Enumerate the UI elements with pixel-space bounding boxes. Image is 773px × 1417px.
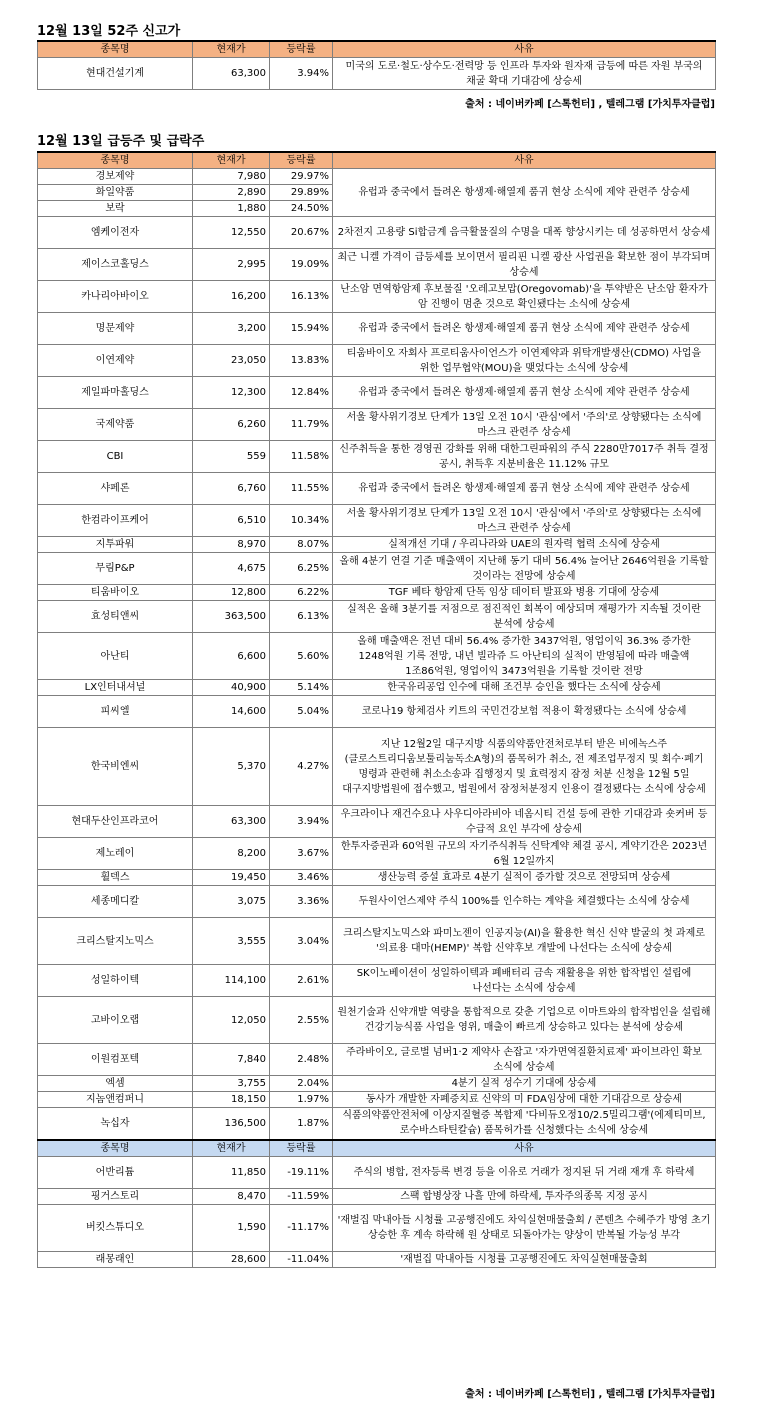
stock-reason: 한투자증권과 60억원 규모의 자기주식취득 신탁계약 체결 공시, 계약기간은 2023년 6월 12일까지 (333, 838, 716, 870)
stock-price: 12,300 (193, 377, 270, 409)
stock-name: 현대두산인프라코어 (38, 806, 193, 838)
stock-name: 성일하이텍 (38, 965, 193, 997)
stock-reason: 주라바이오, 글로벌 넘버1·2 제약사 손잡고 '자가면역질환치료제' 파이브라인 확보 소식에 상승세 (333, 1044, 716, 1076)
stock-change: 3.36% (270, 886, 333, 918)
stock-price: 40,900 (193, 680, 270, 696)
table-row (38, 838, 716, 870)
stock-name: 경보제약 (38, 169, 193, 185)
stock-name: 무림P&P (38, 553, 193, 585)
stock-name: 샤페론 (38, 473, 193, 505)
table-row (38, 585, 716, 601)
header-name: 종목명 (38, 152, 193, 169)
table-row (38, 553, 716, 585)
stock-change: 2.48% (270, 1044, 333, 1076)
stock-price: 19,450 (193, 870, 270, 886)
stock-reason: 유럽과 중국에서 들려온 항생제·해열제 품귀 현상 소식에 제약 관련주 상승세 (333, 473, 716, 505)
table-row (38, 313, 716, 345)
stock-change: 3.67% (270, 838, 333, 870)
stock-price: 14,600 (193, 696, 270, 728)
stock-price: 6,600 (193, 633, 270, 680)
table-row (38, 1092, 716, 1108)
stock-reason: 코로나19 항체검사 키트의 국민건강보험 적용이 확정됐다는 소식에 상승세 (333, 696, 716, 728)
stock-price: 6,260 (193, 409, 270, 441)
stock-change: 2.55% (270, 997, 333, 1044)
stock-reason: 신주취득을 통한 경영권 강화를 위해 대한그린파워의 주식 2280만7017주 취득 결정 공시, 취득후 지분비율은 11.12% 규모 (333, 441, 716, 473)
stock-price: 6,760 (193, 473, 270, 505)
stock-change: 13.83% (270, 345, 333, 377)
stock-name: 한컴라이프케어 (38, 505, 193, 537)
table-row (38, 409, 716, 441)
header-price: 현재가 (193, 152, 270, 169)
stock-reason: 최근 니켈 가격이 급등세를 보이면서 필리핀 니켈 광산 사업권을 확보한 점이 부각되며 상승세 (333, 249, 716, 281)
stock-price: 8,200 (193, 838, 270, 870)
stock-change: -11.59% (270, 1188, 333, 1204)
stock-change: 16.13% (270, 281, 333, 313)
stock-reason: 올해 매출액은 전년 대비 56.4% 증가한 3437억원, 영업이익 36.3% 증가한 1248억원 기록 전망, 내년 빌라쥬 드 아난티의 실적이 반영됨에 따라 매출액 1조86억원, 영업이익 3473억원을 기록할 것이란 전망 (333, 633, 716, 680)
stock-price: 11,850 (193, 1156, 270, 1188)
movers-table (37, 151, 716, 1268)
stock-name: 효성티앤씨 (38, 601, 193, 633)
stock-change: 3.94% (270, 58, 333, 90)
stock-change: 10.34% (270, 505, 333, 537)
stock-reason: 두원사이언스제약 주식 100%를 인수하는 계약을 체결했다는 소식에 상승세 (333, 886, 716, 918)
stock-change: 2.04% (270, 1076, 333, 1092)
stock-reason: 지난 12월2일 대구지방 식품의약품안전처로부터 받은 비에녹스주(클로스트리디움보툴리눔독소A형)의 품목허가 취소, 전 제조업무정지 및 회수·폐기 명령과 관련해 취소소송과 집행정지 및 효력정지 잠정 처분 신청을 12월 5일 대구지방법원에 접수했고, 법원에서 잠정처분정지 인용이 결정됐다는 소식에 상승세 (333, 728, 716, 806)
stock-reason: 올해 4분기 연결 기준 매출액이 지난해 동기 대비 56.4% 늘어난 2646억원을 기록할 것이라는 전망에 상승세 (333, 553, 716, 585)
stock-name: 보락 (38, 201, 193, 217)
stock-price: 63,300 (193, 806, 270, 838)
stock-change: 29.89% (270, 185, 333, 201)
table-row (38, 473, 716, 505)
table-row (38, 1108, 716, 1140)
stock-reason: 크리스탈지노믹스와 파미노젠이 인공지능(AI)을 활용한 혁신 신약 발굴의 첫 과제로 '의료용 대마(HEMP)' 복합 신약후보 개발에 나선다는 소식에 상승세 (333, 918, 716, 965)
stock-name: 국제약품 (38, 409, 193, 441)
stock-name: 고바이오랩 (38, 997, 193, 1044)
stock-price: 28,600 (193, 1251, 270, 1267)
table-row (38, 217, 716, 249)
stock-reason: 티움바이오 자회사 프로티움사이언스가 이연제약과 위탁개발생산(CDMO) 사업을 위한 업무협약(MOU)을 맺었다는 소식에 상승세 (333, 345, 716, 377)
stock-reason: 주식의 병합, 전자등록 변경 등을 이유로 거래가 정지된 뒤 거래 재개 후 하락세 (333, 1156, 716, 1188)
stock-reason: 우크라이나 재건수요나 사우디아라비아 네옴시티 건설 등에 관한 기대감과 숏커버 등 수급적 요인 부각에 상승세 (333, 806, 716, 838)
stock-price: 5,370 (193, 728, 270, 806)
table-row (38, 345, 716, 377)
table-row (38, 537, 716, 553)
stock-change: 5.60% (270, 633, 333, 680)
stock-change: 19.09% (270, 249, 333, 281)
stock-change: 5.04% (270, 696, 333, 728)
stock-price: 3,200 (193, 313, 270, 345)
stock-change: 11.55% (270, 473, 333, 505)
stock-name: 버킷스튜디오 (38, 1204, 193, 1251)
stock-name: 이원컴포텍 (38, 1044, 193, 1076)
header-price: 현재가 (193, 41, 270, 58)
stock-reason: 실적개선 기대 / 우리나라와 UAE의 원자력 협력 소식에 상승세 (333, 537, 716, 553)
stock-reason: 유럽과 중국에서 들려온 항생제·해열제 품귀 현상 소식에 제약 관련주 상승세 (333, 313, 716, 345)
stock-name: 엑셈 (38, 1076, 193, 1092)
stock-change: 8.07% (270, 537, 333, 553)
table-row (38, 1044, 716, 1076)
stock-price: 12,550 (193, 217, 270, 249)
table-row (38, 377, 716, 409)
stock-price: 16,200 (193, 281, 270, 313)
down-header-change: 등락률 (270, 1140, 333, 1157)
stock-price: 63,300 (193, 58, 270, 90)
table-row (38, 1076, 716, 1092)
section1-source: 출처 : 네이버카페 [스톡헌터] , 텔레그램 [가치투자클럽] (465, 99, 715, 110)
stock-change: 3.94% (270, 806, 333, 838)
header-reason: 사유 (333, 41, 716, 58)
table-row (38, 1188, 716, 1204)
table-row (38, 870, 716, 886)
stock-reason: 유럽과 중국에서 들려온 항생제·해열제 품귀 현상 소식에 제약 관련주 상승세 (333, 377, 716, 409)
stock-change: 29.97% (270, 169, 333, 185)
table-row (38, 169, 716, 185)
stock-price: 3,075 (193, 886, 270, 918)
stock-price: 3,755 (193, 1076, 270, 1092)
stock-change: 6.13% (270, 601, 333, 633)
stock-name: 래몽래인 (38, 1251, 193, 1267)
stock-price: 6,510 (193, 505, 270, 537)
stock-name: 현대건설기계 (38, 58, 193, 90)
table-row (38, 965, 716, 997)
stock-price: 12,050 (193, 997, 270, 1044)
stock-name: 지투파워 (38, 537, 193, 553)
stock-change: 2.61% (270, 965, 333, 997)
stock-change: 11.58% (270, 441, 333, 473)
stock-change: 4.27% (270, 728, 333, 806)
stock-price: 114,100 (193, 965, 270, 997)
table-row (38, 601, 716, 633)
stock-name: 제노레이 (38, 838, 193, 870)
stock-reason: 2차전지 고용량 Si합금계 음극활물질의 수명을 대폭 향상시키는 데 성공하면서 상승세 (333, 217, 716, 249)
stock-name: 제일파마홀딩스 (38, 377, 193, 409)
section1-title: 12월 13일 52주 신고가 (37, 24, 181, 39)
stock-reason: 한국유리공업 인수에 대해 조건부 승인을 했다는 소식에 상승세 (333, 680, 716, 696)
table-row (38, 633, 716, 680)
stock-name: LX인터내셔널 (38, 680, 193, 696)
stock-price: 2,890 (193, 185, 270, 201)
down-header-price: 현재가 (193, 1140, 270, 1157)
group-reason: 유럽과 중국에서 들려온 항생제·해열제 품귀 현상 소식에 제약 관련주 상승세 (333, 169, 716, 217)
stock-name: 한국비엔씨 (38, 728, 193, 806)
stock-change: 1.97% (270, 1092, 333, 1108)
stock-change: 6.25% (270, 553, 333, 585)
table-row (38, 918, 716, 965)
table-row (38, 997, 716, 1044)
stock-price: 559 (193, 441, 270, 473)
table-row (38, 505, 716, 537)
table-row (38, 728, 716, 806)
stock-price: 4,675 (193, 553, 270, 585)
section2-title: 12월 13일 급등주 및 급락주 (37, 134, 205, 149)
stock-reason: 4분기 실적 성수기 기대에 상승세 (333, 1076, 716, 1092)
table-row (38, 680, 716, 696)
stock-reason: 실적은 올해 3분기를 저점으로 점진적인 회복이 예상되며 재평가가 지속될 것이란 분석에 상승세 (333, 601, 716, 633)
stock-reason: 식품의약품안전처에 이상지질혈증 복합제 '다비듀오정10/2.5밀리그램'(에제티미브, 로수바스타틴칼슘) 품목허가를 신청했다는 소식에 상승세 (333, 1108, 716, 1140)
stock-price: 18,150 (193, 1092, 270, 1108)
stock-change: 6.22% (270, 585, 333, 601)
stock-change: 15.94% (270, 313, 333, 345)
stock-name: 피씨엘 (38, 696, 193, 728)
table-row (38, 886, 716, 918)
stock-reason: 생산능력 증설 효과로 4분기 실적이 증가할 것으로 전망되며 상승세 (333, 870, 716, 886)
stock-change: 3.04% (270, 918, 333, 965)
stock-change: 1.87% (270, 1108, 333, 1140)
stock-reason: 미국의 도로·철도·상수도·전력망 등 인프라 투자와 원자재 급등에 따른 자원 부국의 채굴 확대 기대감에 상승세 (333, 58, 716, 90)
stock-name: 크리스탈지노믹스 (38, 918, 193, 965)
stock-price: 8,970 (193, 537, 270, 553)
new-high-table (37, 40, 716, 90)
stock-change: -19.11% (270, 1156, 333, 1188)
stock-price: 1,590 (193, 1204, 270, 1251)
stock-change: -11.17% (270, 1204, 333, 1251)
header-change: 등락률 (270, 41, 333, 58)
stock-price: 1,880 (193, 201, 270, 217)
stock-reason: 난소암 면역항암제 후보물질 '오레고보맙(Oregovomab)'을 투약받은 난소암 환자가 암 진행이 멈춘 것으로 확인됐다는 소식에 상승세 (333, 281, 716, 313)
stock-price: 2,995 (193, 249, 270, 281)
stock-price: 363,500 (193, 601, 270, 633)
stock-reason: 스팩 합병상장 나흘 만에 하락세, 투자주의종목 지정 공시 (333, 1188, 716, 1204)
stock-change: -11.04% (270, 1251, 333, 1267)
stock-name: 이연제약 (38, 345, 193, 377)
stock-price: 7,840 (193, 1044, 270, 1076)
stock-name: 명문제약 (38, 313, 193, 345)
table-row (38, 1251, 716, 1267)
stock-name: 녹십자 (38, 1108, 193, 1140)
table-row (38, 1204, 716, 1251)
down-header-reason: 사유 (333, 1140, 716, 1157)
stock-name: 제이스코홀딩스 (38, 249, 193, 281)
stock-name: 세종메디칼 (38, 886, 193, 918)
stock-name: 엠케이전자 (38, 217, 193, 249)
stock-price: 3,555 (193, 918, 270, 965)
stock-name: 카나리아바이오 (38, 281, 193, 313)
stock-reason: '재벌집 막내아들 시청률 고공행진에도 차익실현매물출회 (333, 1251, 716, 1267)
down-header-name: 종목명 (38, 1140, 193, 1157)
header-name: 종목명 (38, 41, 193, 58)
table-row (38, 696, 716, 728)
table-row (38, 1156, 716, 1188)
stock-change: 12.84% (270, 377, 333, 409)
stock-change: 20.67% (270, 217, 333, 249)
table-row (38, 806, 716, 838)
stock-price: 12,800 (193, 585, 270, 601)
header-change: 등락률 (270, 152, 333, 169)
stock-name: 티움바이오 (38, 585, 193, 601)
stock-reason: 원천기술과 신약개발 역량을 통합적으로 갖춘 기업으로 이마트와의 합작법인을 설립해 건강기능식품 사업을 영위, 매출이 빠르게 상승하고 있다는 분석에 상승세 (333, 997, 716, 1044)
stock-price: 136,500 (193, 1108, 270, 1140)
header-reason: 사유 (333, 152, 716, 169)
stock-name: 어반리튬 (38, 1156, 193, 1188)
table-row (38, 58, 716, 90)
stock-price: 8,470 (193, 1188, 270, 1204)
stock-reason: SK이노베이션이 성일하이텍과 폐배터리 금속 재활용을 위한 합작법인 설립에 나선다는 소식에 상승세 (333, 965, 716, 997)
stock-name: 휠덱스 (38, 870, 193, 886)
table-row (38, 249, 716, 281)
stock-name: 화일약품 (38, 185, 193, 201)
stock-change: 3.46% (270, 870, 333, 886)
table-row (38, 281, 716, 313)
stock-change: 24.50% (270, 201, 333, 217)
stock-reason: '재벌집 막내아들 시청률 고공행진에도 차익실현매물출회 / 콘텐츠 수혜주가 방영 초기 상승한 후 계속 하락해 원 상태로 되돌아가는 양상이 반복될 가능성 부각 (333, 1204, 716, 1251)
stock-name: 핑거스토리 (38, 1188, 193, 1204)
stock-price: 7,980 (193, 169, 270, 185)
stock-reason: 동사가 개발한 자폐증치료 신약의 미 FDA임상에 대한 기대감으로 상승세 (333, 1092, 716, 1108)
stock-name: CBI (38, 441, 193, 473)
stock-change: 5.14% (270, 680, 333, 696)
section2-source: 출처 : 네이버카페 [스톡헌터] , 텔레그램 [가치투자클럽] (465, 1389, 715, 1400)
stock-name: 아난티 (38, 633, 193, 680)
stock-price: 23,050 (193, 345, 270, 377)
stock-reason: TGF 베타 항암제 단독 임상 데이터 발표와 병용 기대에 상승세 (333, 585, 716, 601)
stock-reason: 서울 황사위기경보 단계가 13일 오전 10시 '관심'에서 '주의'로 상향됐다는 소식에 마스크 관련주 상승세 (333, 505, 716, 537)
stock-change: 11.79% (270, 409, 333, 441)
stock-reason: 서울 황사위기경보 단계가 13일 오전 10시 '관심'에서 '주의'로 상향됐다는 소식에 마스크 관련주 상승세 (333, 409, 716, 441)
stock-name: 지놈앤컴퍼니 (38, 1092, 193, 1108)
table-row (38, 441, 716, 473)
